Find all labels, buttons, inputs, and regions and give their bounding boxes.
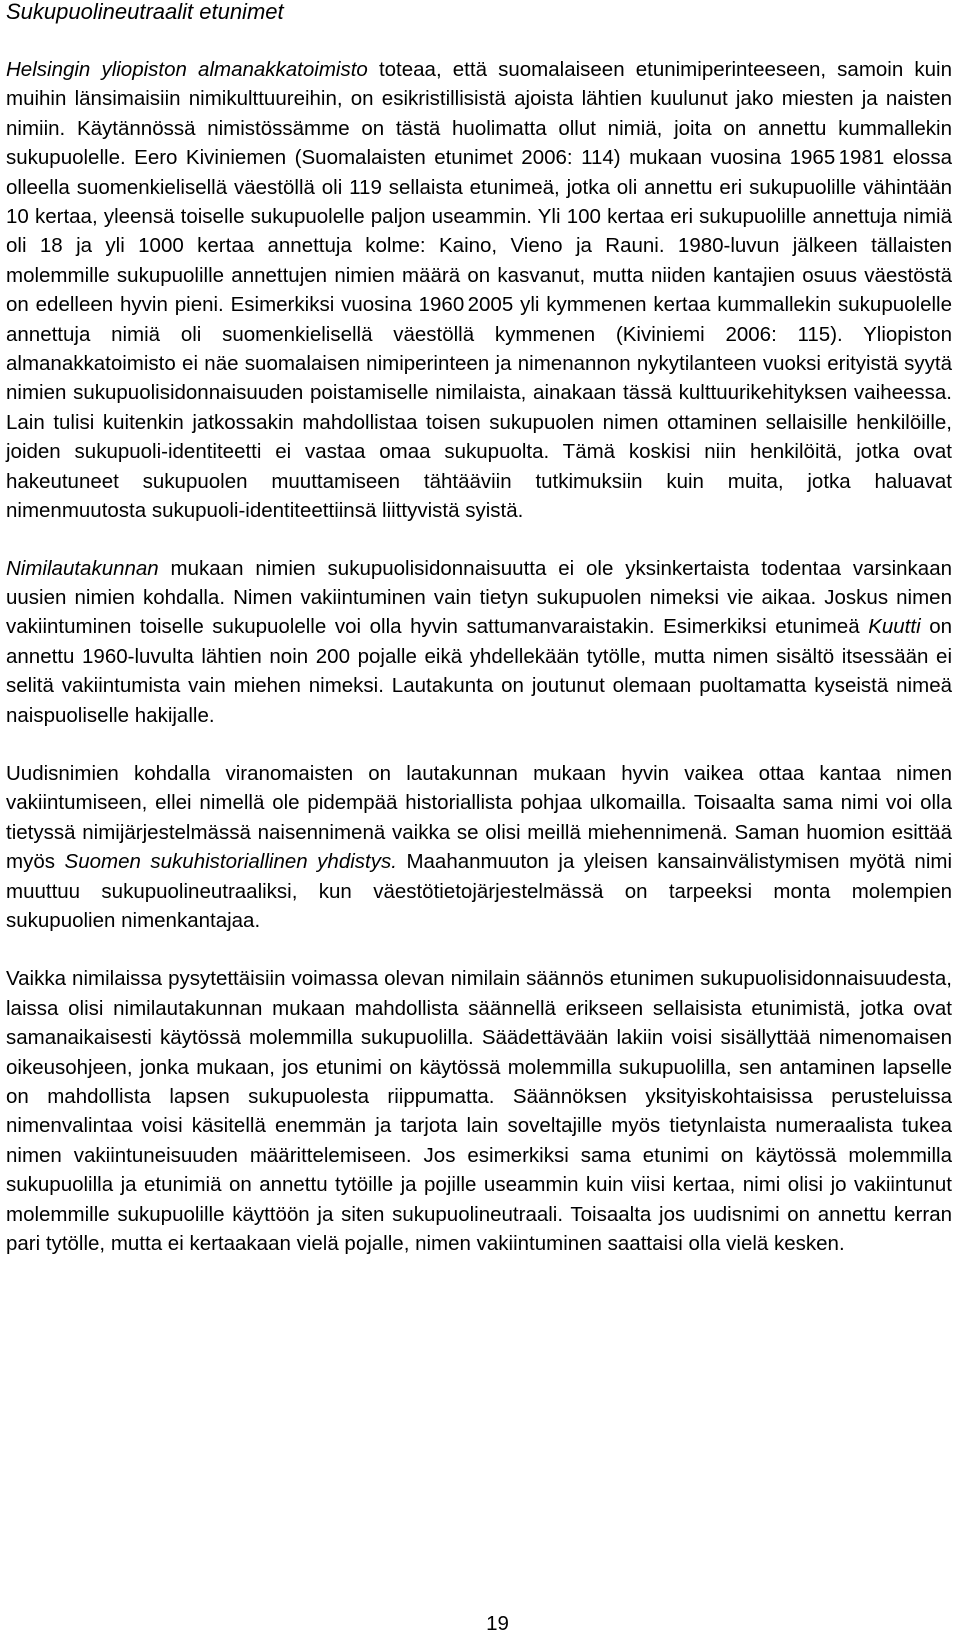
paragraph-text: Maahanmuuton ja yleisen kansainvälistymisen myötä nimi muuttuu sukupuolineutraaliksi, kun väestötietojärjestelmässä on tarpeeksi monta molempien sukupuolien nimenkantajaa. <box>6 850 952 932</box>
example-name: Kuutti <box>868 615 921 639</box>
paragraph-text: mukaan nimien sukupuolisidonnaisuutta ei ole yksinkertaista todentaa varsinkaan uusien nimien kohdalla. Nimen vakiintuminen vain tietyn sukupuolen nimeksi vie aikaa. Joskus nimen vakiintuminen toiselle sukupuolelle voi olla hyvin sattumanvaraistakin. Esimerkiksi etunimeä <box>6 556 952 639</box>
page-number-text: 19 <box>486 1612 509 1635</box>
paragraph <box>6 759 952 935</box>
document-page <box>6 0 952 1258</box>
paragraph-text: toteaa, että suomalaiseen etunimiperinteeseen, samoin kuin muihin länsimaisiin nimikulttuureihin, on esikristillisistä ajoista lähtien kuulunut jako miesten ja naisten nimiin. Käytännössä nimistössämme on tästä huolimatta ollut nimiä, joita on annettu kummallekin sukupuolelle. Eero Kiviniemen (Suomalaisten etunimet 2006: 114) mukaan vuosina 1965 1981 elossa olleella suomenkielisellä väestöllä oli 119 sellaista etunimeä, jotka oli annettu eri sukupuolille vähintään 10 kertaa, yleensä toiselle sukupuolelle paljon useammin. Yli 100 kertaa eri sukupuolille annettuja nimiä oli 18 ja yli 1000 kertaa annettuja kolme: Kaino, Vieno ja Rauni. 1980-luvun jälkeen tällaisten molemmille sukupuolille annettujen nimien määrä on kasvanut, mutta niiden kantajien osuus väestöstä on edelleen hyvin pieni. Esimerkiksi vuosina 1960 2005 yli kymmenen kertaa kummallekin sukupuolelle annettuja nimiä oli suomenkielisellä väestöllä kymmenen (Kiviniemi 2006: 115). Yliopiston almanakkatoimisto ei näe suomalaisen nimiperinteen ja nimenannon nykytilanteen vuoksi erityistä syytä nimien sukupuolisidonnaisuuden poistamiselle nimilaista, ainakaan tässä kulttuurikehityksen vaiheessa. Lain tulisi kuitenkin jatkossakin mahdollistaa toisen sukupuolen nimen ottaminen sellaisille henkilöille, joiden sukupuoli-identiteetti ei vastaa omaa sukupuolta. Tämä koskisi niin henkilöitä, jotka ovat hakeutuneet sukupuolen muuttamiseen tähtääviin tutkimuksiin kuin muita, jotka haluavat nimenmuutosta sukupuoli-identiteettiinsä liittyvistä syistä. <box>6 58 952 523</box>
paragraph-text: on annettu 1960-luvulta lähtien noin 200 pojalle eikä yhdellekään tytölle, mutta nimen sisältö itsessään ei selitä vakiintumista vain miehen nimeksi. Lautakunta on joutunut olemaan puoltamatta kyseistä nimeä naispuoliselle hakijalle. <box>6 615 952 727</box>
section-heading: Sukupuolineutraalit etunimet <box>6 0 284 24</box>
paragraph <box>6 554 952 730</box>
organization-name: Helsingin yliopiston almanakkatoimisto <box>6 58 368 81</box>
paragraph <box>6 55 952 526</box>
page-number <box>0 1612 960 1636</box>
organization-name: Nimilautakunnan <box>6 556 159 580</box>
paragraph <box>6 964 952 1258</box>
paragraph-text: Vaikka nimilaissa pysytettäisiin voimassa olevan nimilain säännös etunimen sukupuolisidonnaisuudesta, laissa olisi nimilautakunnan mukaan mahdollista säännellä erikseen sellaisista etunimistä, jotka ovat samanaikaisesti käytössä molemmilla sukupuolilla. Säädettävään lakiin voisi sisällyttää nimenomaisen oikeusohjeen, jonka mukaan, jos etunimi on käytössä molemmilla sukupuolilla, sen antaminen lapselle on mahdollista lapsen sukupuolesta riippumatta. Säännöksen yksityiskohtaisissa perusteluissa nimenvalintaa voisi käsitellä enemmän ja tarjota lain soveltajille myös tietynlaista numeraalista tukea nimen vakiintuneisuuden määrittelemiseen. Jos esimerkiksi sama etunimi on käytössä molemmilla sukupuolilla ja etunimiä on annettu tytöille ja pojille useammin kuin viisi kertaa, nimi olisi jo vakiintunut molemmille sukupuolille käyttöön ja siten sukupuolineutraali. Toisaalta jos uudisnimi on annettu kerran pari tytölle, mutta ei kertaakaan vielä pojalle, nimen vakiintuminen saattaisi olla vielä kesken. <box>6 967 952 1256</box>
organization-name: Suomen sukuhistoriallinen yhdistys. <box>64 850 397 874</box>
paragraph-text: Uudisnimien kohdalla viranomaisten on lautakunnan mukaan hyvin vaikea ottaa kantaa nimen vakiintumiseen, ellei nimellä ole pidempää historiallista pohjaa ulkomailla. Toisaalta sama nimi voi olla tietyssä nimijärjestelmässä naisennimenä vaikka se olisi meillä miehennimenä. Saman huomion esittää myös <box>6 761 952 874</box>
